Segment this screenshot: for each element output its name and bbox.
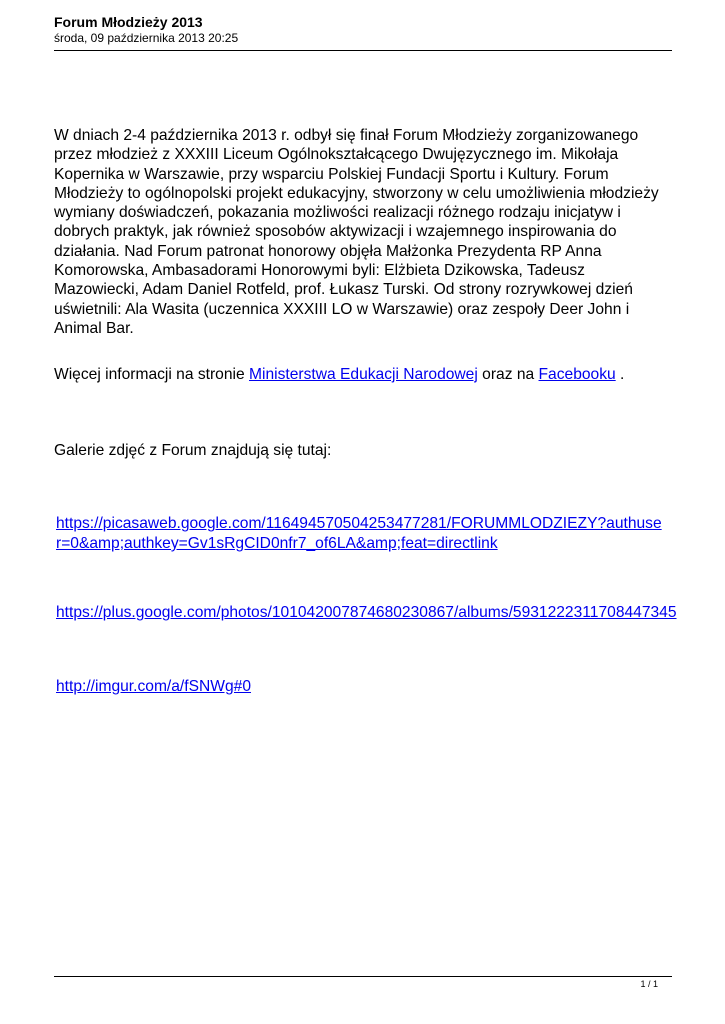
intro-paragraph: W dniach 2-4 października 2013 r. odbył się finał Forum Młodzieży zorganizowanego przez młodzież z XXXIII Liceum Ogólnokształcącego Dwujęzycznego im. Mikołaja Kopernika w Warszawie, przy wsparciu Polskiej Fundacji Sportu i Kultury. Forum Młodzieży to ogólnopolski projekt edukacyjny, stworzony w celu umożliwienia młodzieży wymiany doświadczeń, pokazania możliwości realizacji różnego rodzaju inicjatyw i dobrych praktyk, jak również sposobów aktywizacji i wzajemnego inspirowania do działania. Nad Forum patronat honorowy objęła Małżonka Prezydenta RP Anna Komorowska, Ambasadorami Honorowymi byli: Elżbieta Dzikowska, Tadeusz Mazowiecki, Adam Daniel Rotfeld, prof. Łukasz Turski. Od strony rozrywkowej dzień uświetnili: Ala Wasita (uczennica XXXIII LO w Warszawie) oraz zespoły Deer John i Animal Bar. [54, 127, 659, 337]
more-info-suffix: . [620, 366, 625, 383]
more-info-prefix: Więcej informacji na stronie [54, 366, 245, 383]
document-header [54, 14, 672, 46]
header-divider [54, 50, 672, 51]
more-info-line [54, 365, 624, 385]
gallery-intro: Galerie zdjęć z Forum znajdują się tutaj: [54, 442, 332, 459]
facebook-link[interactable]: Facebooku [538, 366, 616, 383]
imgur-gallery-link[interactable]: http://imgur.com/a/fSNWg#0 [56, 678, 251, 695]
footer-divider [54, 976, 672, 977]
google-plus-gallery-link[interactable]: https://plus.google.com/photos/101042007874680230867/albums/5931222311708447345 [56, 604, 677, 621]
article-body [54, 126, 672, 338]
page-number: 1 / 1 [640, 979, 658, 989]
picasa-gallery-link[interactable]: https://picasaweb.google.com/116494570504253477281/FORUMMLODZIEZY?authuser=0&amp;authkey=Gv1sRgCID0nfr7_of6LA&amp;feat=directlink [56, 515, 662, 552]
article-title: Forum Młodzieży 2013 [54, 14, 203, 30]
article-date: środa, 09 października 2013 20:25 [54, 31, 239, 45]
men-link[interactable]: Ministerstwa Edukacji Narodowej [249, 366, 478, 383]
more-info-middle: oraz na [482, 366, 535, 383]
